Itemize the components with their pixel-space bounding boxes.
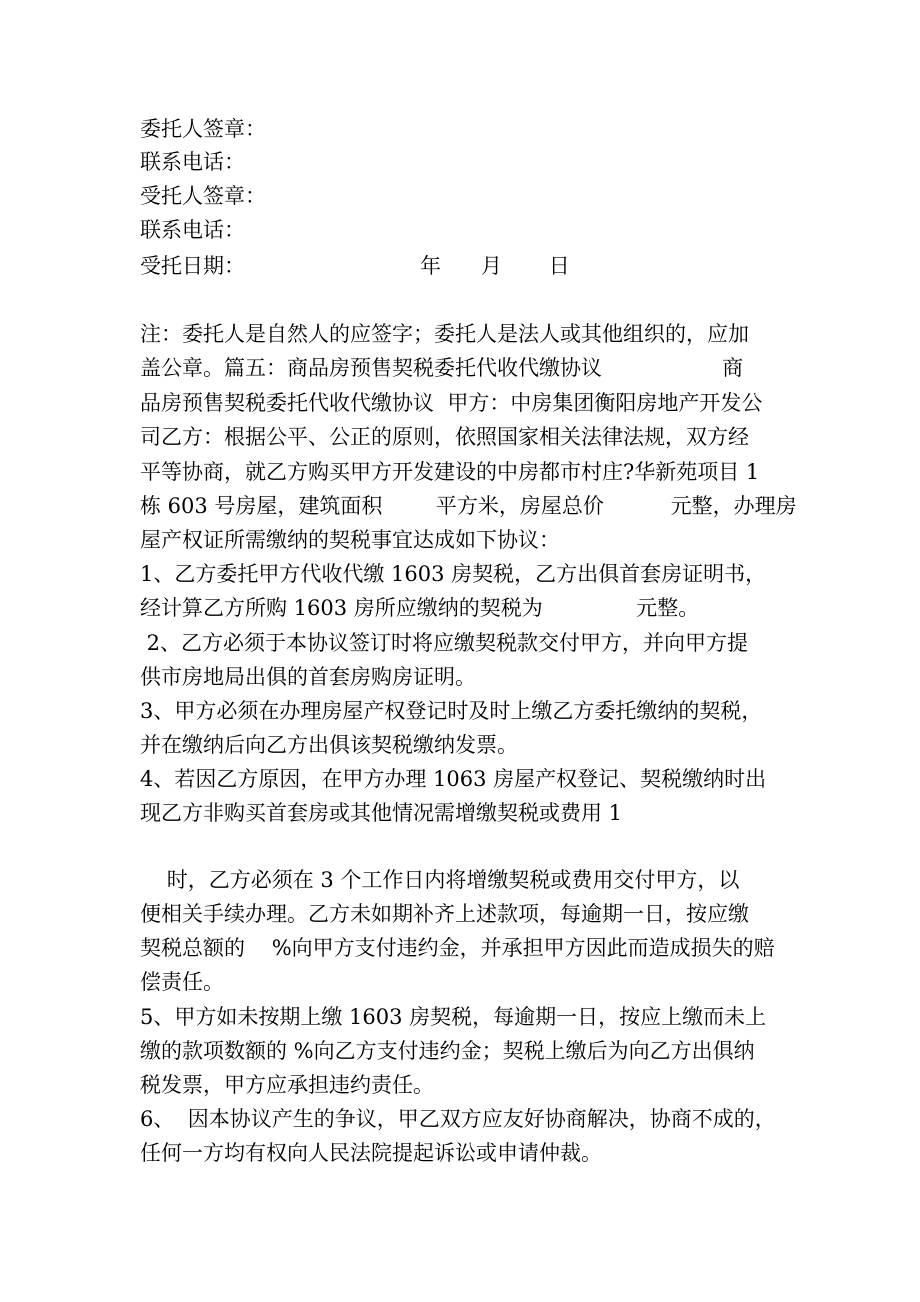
clause-line: 任何一方均有权向人民法院提起诉讼或申请仲裁。 bbox=[140, 1141, 602, 1165]
clause-line: 3、甲方必须在办理房屋产权登记时及时上缴乙方委托缴纳的契税， bbox=[140, 699, 763, 723]
date-label: 受托日期： bbox=[140, 254, 245, 278]
note-line: 屋产权证所需缴纳的契税事宜达成如下协议： bbox=[140, 528, 560, 552]
agent-sign-label: 受托人签章： bbox=[140, 184, 266, 208]
clause-line: 时，乙方必须在 3 个工作日内将增缴契税或费用交付甲方，以 bbox=[140, 868, 740, 892]
clause-line: 现乙方非购买首套房或其他情况需增缴契税或费用 1 bbox=[140, 801, 623, 825]
clause-line: 缴的款项数额的 %向乙方支付违约金；契税上缴后为向乙方出俱纳 bbox=[140, 1039, 755, 1063]
clause-line: 4、若因乙方原因，在甲方办理 1063 房屋产权登记、契税缴纳时出 bbox=[140, 767, 767, 791]
principal-phone-label: 联系电话： bbox=[140, 150, 245, 174]
clause-line: 经计算乙方所购 1603 房所应缴纳的契税为 元整。 bbox=[140, 596, 700, 620]
clause-line: 便相关手续办理。乙方未如期补齐上述款项，每逾期一日，按应缴 bbox=[140, 902, 749, 926]
clause-line: 偿责任。 bbox=[140, 970, 224, 994]
note-line: 盖公章。篇五：商品房预售契税委托代收代缴协议 商 bbox=[140, 356, 744, 380]
clause-line: 并在缴纳后向乙方出俱该契税缴纳发票。 bbox=[140, 733, 518, 757]
principal-sign-label: 委托人签章： bbox=[140, 117, 266, 141]
clause-line: 5、甲方如未按期上缴 1603 房契税，每逾期一日，按应上缴而未上 bbox=[140, 1005, 767, 1029]
clause-line: 税发票，甲方应承担违约责任。 bbox=[140, 1073, 434, 1097]
clause-line: 供市房地局出俱的首套房购房证明。 bbox=[140, 665, 476, 689]
note-line: 品房预售契税委托代收代缴协议 甲方：中房集团衡阳房地产开发公 bbox=[140, 391, 763, 415]
clause-line: 2、乙方必须于本协议签订时将应缴契税款交付甲方，并向甲方提 bbox=[140, 631, 749, 655]
agent-phone-label: 联系电话： bbox=[140, 218, 245, 242]
note-line: 注：委托人是自然人的应签字；委托人是法人或其他组织的，应加 bbox=[140, 322, 749, 346]
date-fill-text: 年 月 日 bbox=[420, 254, 570, 278]
note-line: 平等协商，就乙方购买甲方开发建设的中房都市村庄?华新苑项目 1 bbox=[140, 460, 760, 484]
note-line: 司乙方：根据公平、公正的原则，依照国家相关法律法规，双方经 bbox=[140, 425, 749, 449]
clause-line: 6、 因本协议产生的争议，甲乙双方应友好协商解决，协商不成的， bbox=[140, 1107, 776, 1131]
clause-line: 契税总额的 %向甲方支付违约金，并承担甲方因此而造成损失的赔 bbox=[140, 936, 775, 960]
note-line: 栋 603 号房屋，建筑面积 平方米，房屋总价 元整，办理房 bbox=[140, 494, 797, 518]
clause-line: 1、乙方委托甲方代收代缴 1603 房契税，乙方出俱首套房证明书， bbox=[140, 562, 767, 586]
